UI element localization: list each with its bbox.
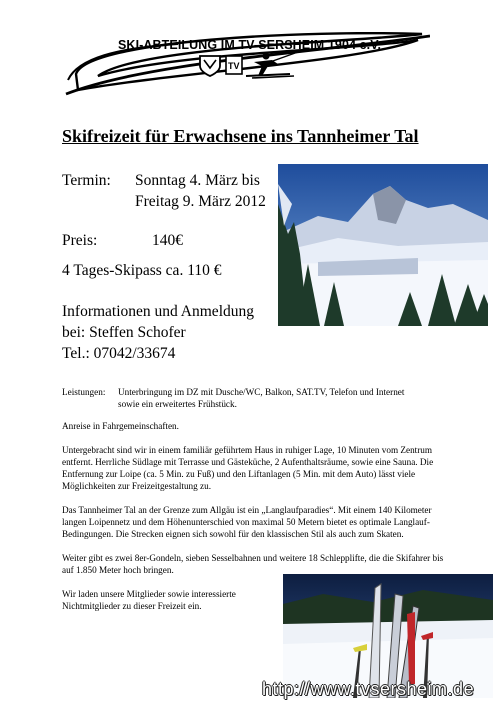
website-url[interactable]: http://www.tvsersheim.de [262,679,475,699]
leistungen-line-1: Unterbringung im DZ mit Dusche/WC, Balkon, SAT.TV, Telefon und Internet [118,387,405,397]
termin-line-2: Freitag 9. März 2012 [135,193,266,210]
svg-text:TV: TV [228,61,240,71]
paragraph-anreise: Anreise in Fahrgemeinschaften. [62,421,179,431]
mountain-photo [278,164,488,326]
paragraph-einladung: Wir laden unsere Mitglieder sowie interessierte Nichtmitglieder zu dieser Freizeit ein. [62,589,236,611]
preis-label: Preis: [62,232,98,249]
leistungen-label: Leistungen: [62,387,106,397]
paragraph-unterkunft: Untergebracht sind wir in einem familiär geführtem Haus in ruhiger Lage, 10 Minuten vom Zentrum entfernt. Herrliche Südlage mit Terrasse und Gästeküche, 2 Aufenthaltsräume, sowie eine Sauna. Die Entfernung zur Loipe (ca. 5 Min. zu Fuß) und den Liftanlagen (5 Min. mit dem Auto) lässt viele Möglichkeiten zur Freizeitgestaltung zu. [62,445,434,491]
termin-line-1: Sonntag 4. März bis [135,172,260,189]
page-title: Skifreizeit für Erwachsene ins Tannheimer Tal [62,126,419,146]
tv-emblem-icon [226,56,242,74]
club-logo [58,32,430,96]
leistungen-line-2: sowie ein erweitertes Frühstück. [118,399,237,409]
contact-line-1: Informationen und Anmeldung [62,303,254,320]
skipass-text: 4 Tages-Skipass ca. 110 € [62,262,222,279]
contact-phone: Tel.: 07042/33674 [62,345,176,362]
preis-value: 140€ [152,232,183,249]
club-name: SKI-ABTEILUNG IM TV-SERSHEIM 1904 e.V. [118,38,382,52]
paragraph-lifte: Weiter gibt es zwei 8er-Gondeln, sieben Sesselbahnen und weitere 18 Schlepplifte, die die Skifahrer bis auf 1.850 Meter hoch bringen. [62,553,444,575]
contact-line-2: bei: Steffen Schofer [62,324,186,341]
paragraph-langlauf: Das Tannheimer Tal an der Grenze zum Allgäu ist ein „Langlaufparadies“. Mit einem 140 Kilometer langen Loipennetz und dem Höhenunterschied von maximal 50 Metern bietet es optimale Langlauf-Bedingungen. Die Strecken eignen sich sowohl für den klassischen Stil als auch zum Skaten. [62,505,432,539]
termin-label: Termin: [62,172,111,189]
